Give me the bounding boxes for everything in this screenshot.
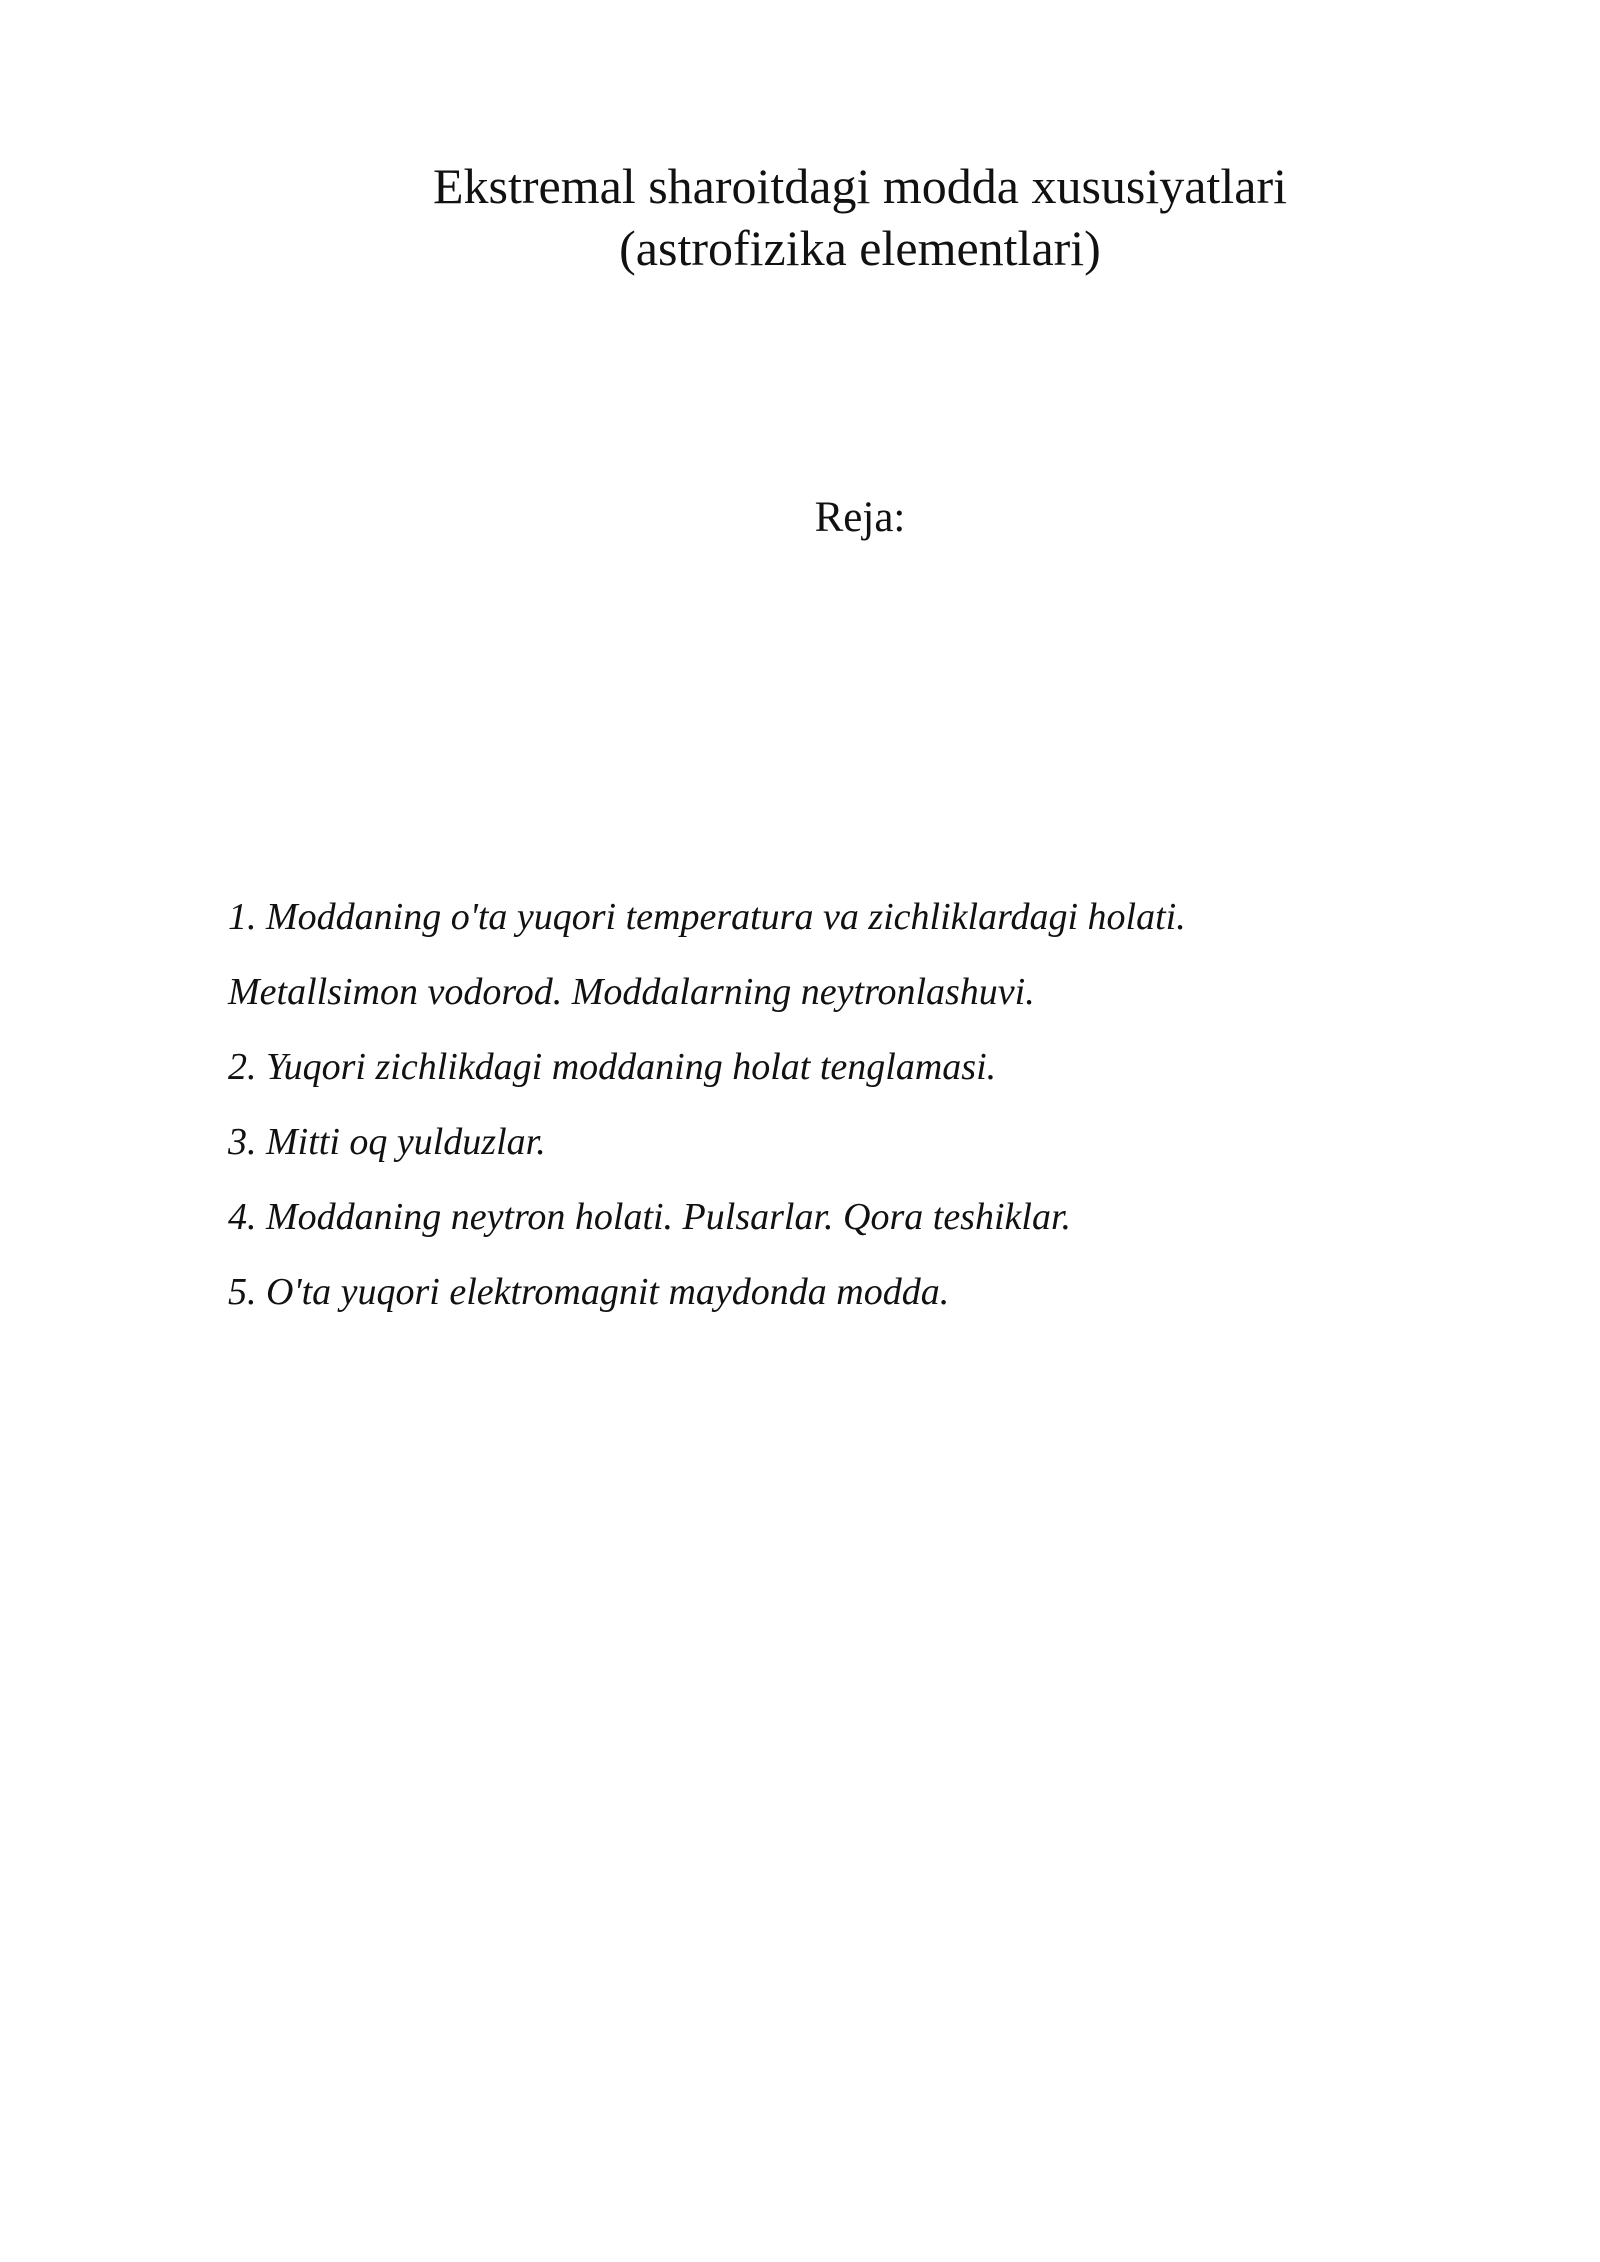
document-title [340,155,1380,279]
plan-item-1-continued: Metallsimon vodorod. Moddalarning neytronlashuvi. [228,971,1035,1013]
plan-list [228,880,1428,1330]
plan-item-5: 5. O'ta yuqori elektromagnit maydonda modda. [228,1271,950,1313]
plan-item-2: 2. Yuqori zichlikdagi moddaning holat tenglamasi. [228,1046,997,1088]
plan-item-3: 3. Mitti oq yulduzlar. [228,1121,546,1163]
plan-item-4: 4. Moddaning neytron holati. Pulsarlar. Qora teshiklar. [228,1196,1072,1238]
title-line-subtitle: (astrofizika elementlari) [619,220,1101,276]
plan-item-1: 1. Moddaning o'ta yuqori temperatura va zichliklardagi holati. [228,896,1186,938]
plan-heading: Reja: [814,494,906,541]
title-line-main: Ekstremal sharoitdagi modda xususiyatlari [433,158,1287,214]
